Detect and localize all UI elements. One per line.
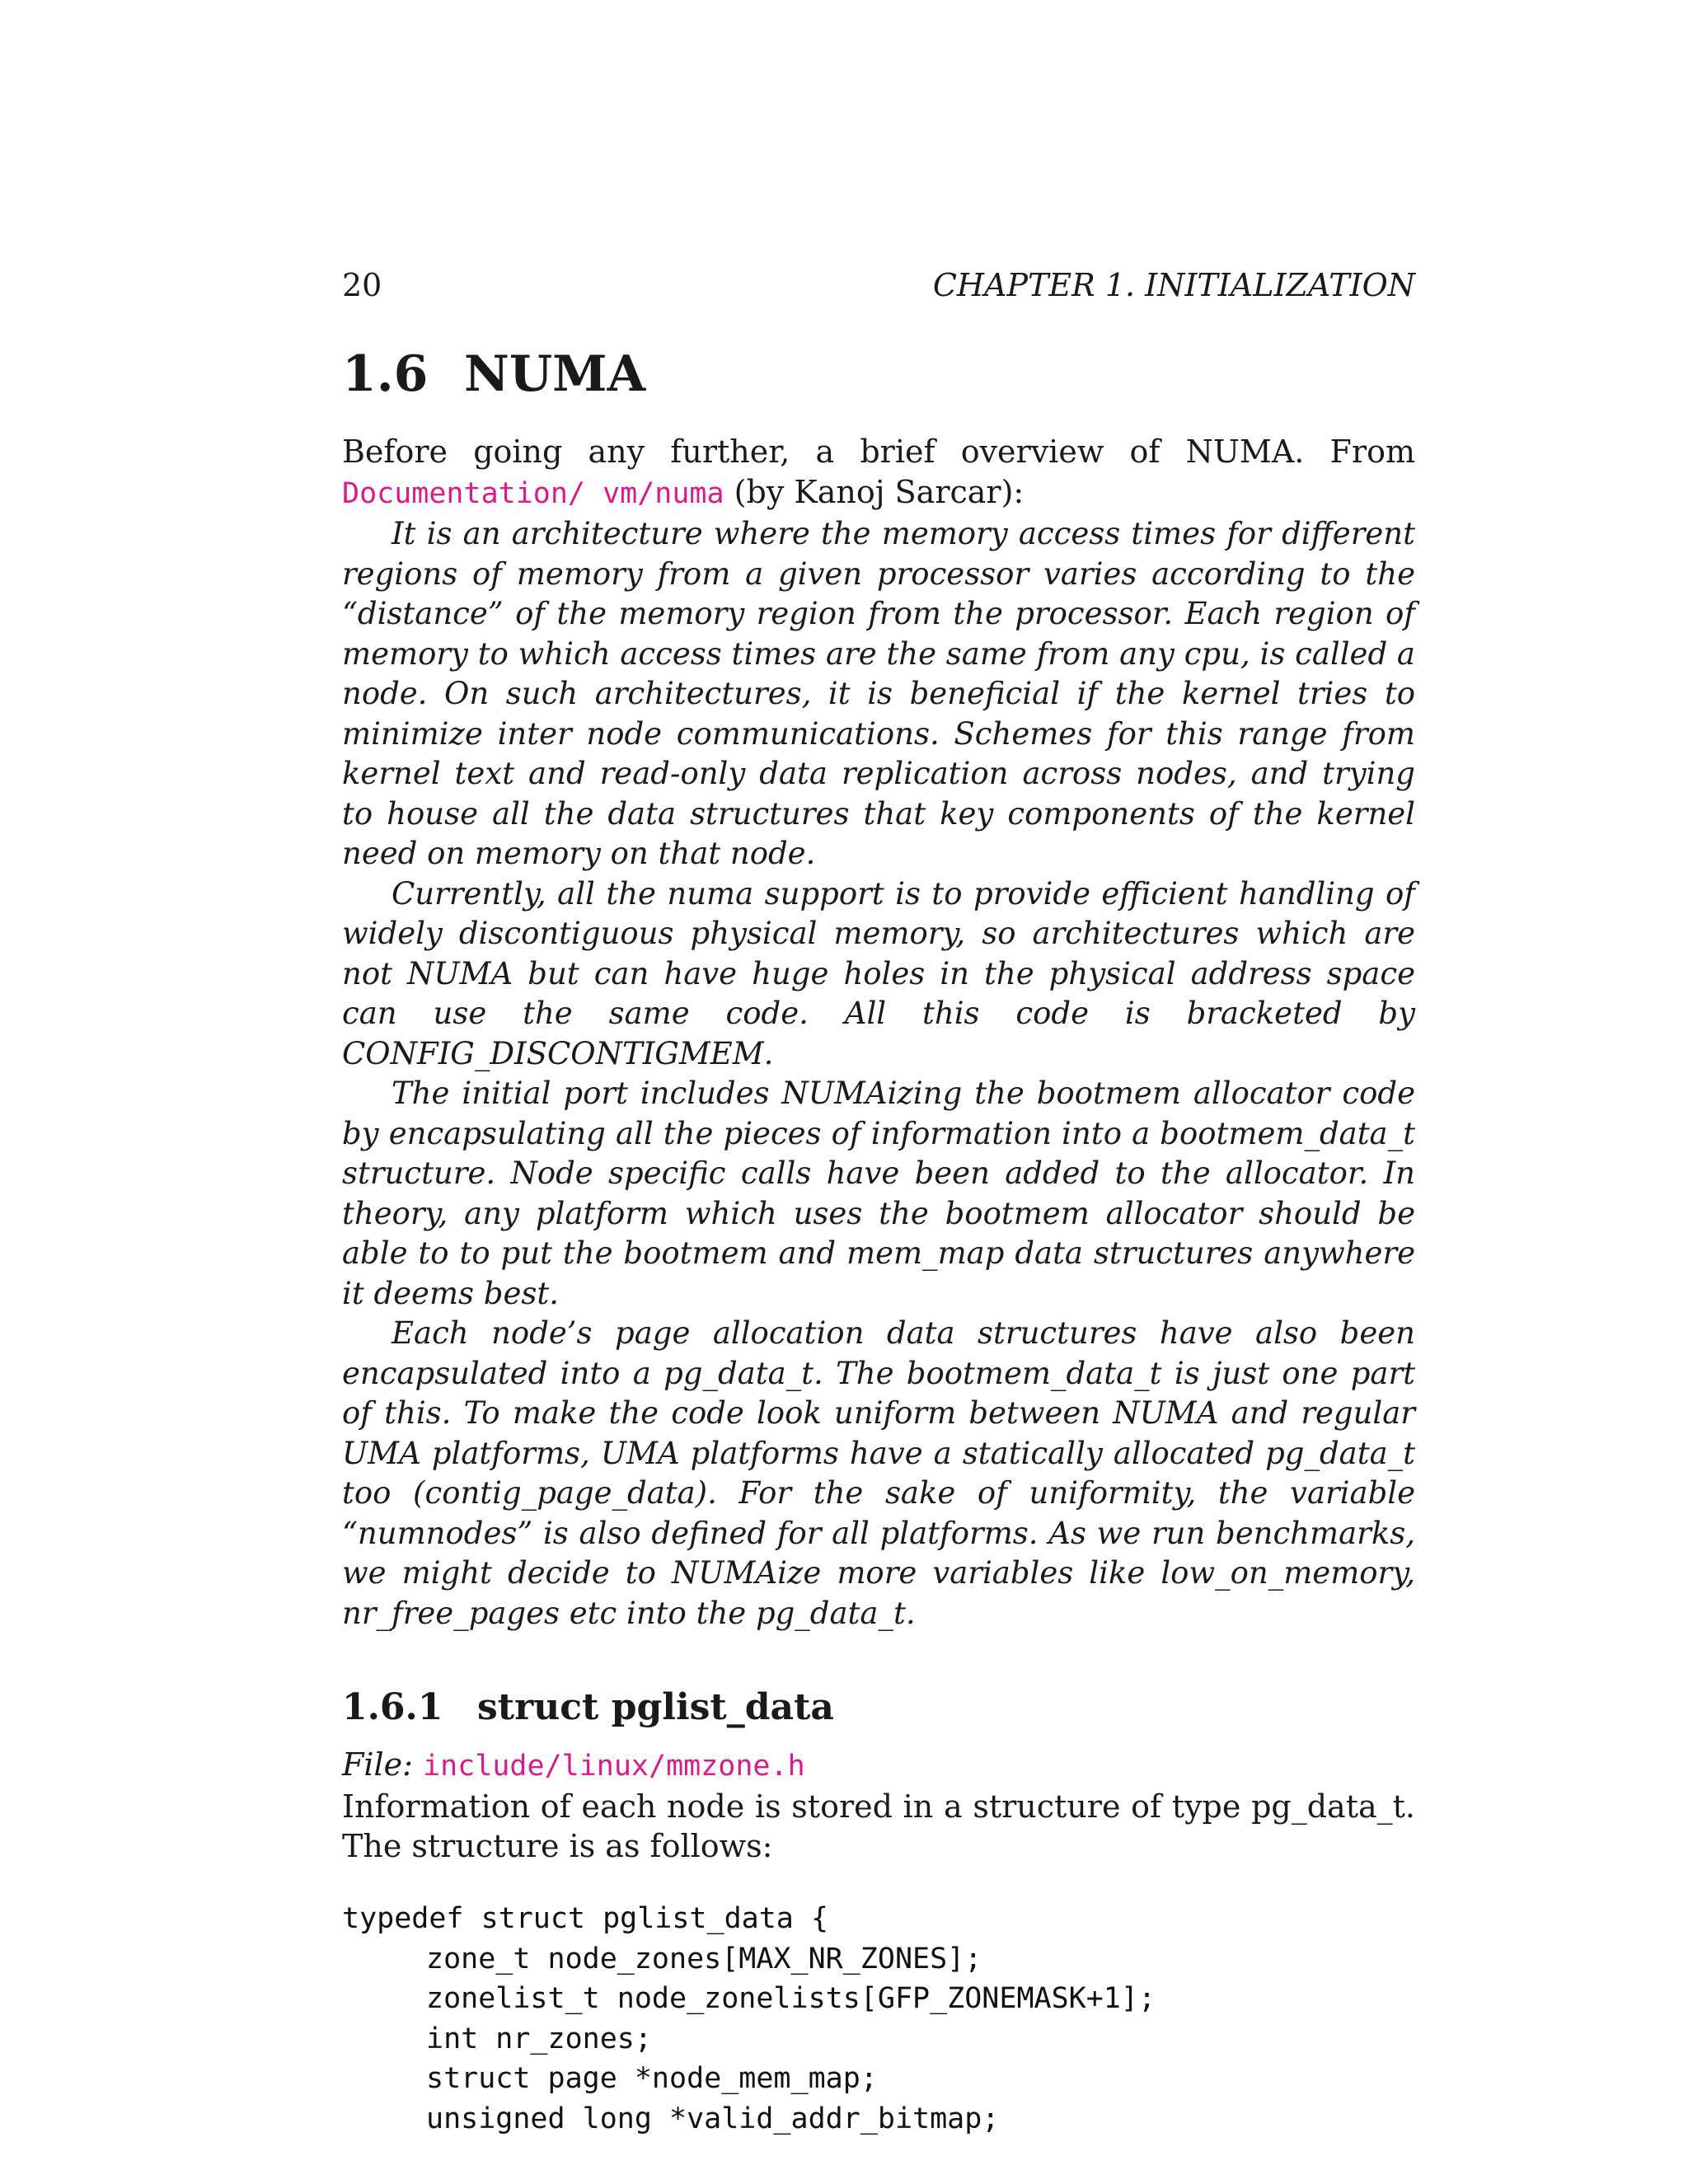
subsection-name: struct pglist_data <box>477 1686 834 1728</box>
code-line: int nr_zones; <box>426 2022 652 2055</box>
code-line: struct page *node_mem_map; <box>426 2062 878 2095</box>
document-page <box>342 262 1415 2139</box>
numa-quote <box>342 514 1415 1633</box>
file-path-link[interactable]: include/linux/mmzone.h <box>423 1750 805 1783</box>
file-reference <box>342 1744 1415 1787</box>
quote-paragraph: The initial port includes NUMAizing the bootmem allocator code by encapsulating all the pieces of information into a bootmem_data_t structure. Node specific calls have been added to the allocator. In theory, any platform which uses the bootmem allocator should be able to to put the bootmem and mem_map data structures anywhere it deems best. <box>342 1076 1415 1311</box>
code-line: typedef struct pglist_data { <box>342 1902 829 1935</box>
code-line: zonelist_t node_zonelists[GFP_ZONEMASK+1]; <box>426 1982 1156 2015</box>
code-line: unsigned long *valid_addr_bitmap; <box>426 2102 1000 2135</box>
intro-paragraph <box>342 432 1415 514</box>
intro-text-before: Before going any further, a brief overview of NUMA. From <box>342 434 1415 470</box>
chapter-heading: CHAPTER 1. INITIALIZATION <box>932 267 1415 303</box>
section-name: NUMA <box>464 345 646 403</box>
running-header <box>342 262 1415 308</box>
file-label: File: <box>342 1746 413 1783</box>
quote-paragraph: Each node’s page allocation data structures have also been encapsulated into a pg_data_t. The bootmem_data_t is just one part of this. To make the code look uniform between NUMA and regular UMA platforms, UMA platforms have a statically allocated pg_data_t too (contig_page_data). For the sake of uniformity, the variable “numnodes” is also defined for all platforms. As we run benchmarks, we might decide to NUMAize more variables like low_on_memory, nr_free_pages etc into the pg_data_t. <box>342 1315 1415 1631</box>
subsection-number: 1.6.1 <box>342 1686 443 1728</box>
page-number: 20 <box>342 267 382 303</box>
documentation-link[interactable]: Documentation/ vm/numa <box>342 477 724 510</box>
quote-paragraph: It is an architecture where the memory access times for different regions of memory from a given processor varies according to the “distance” of the memory region from the processor. Each region of memory to which access times are the same from any cpu, is called a node. On such architectures, it is beneficial if the kernel tries to minimize inter node communications. Schemes for this range from kernel text and read-only data replication across nodes, and trying to house all the data structures that key components of the kernel need on memory on that node. <box>342 516 1415 871</box>
section-title <box>342 341 1415 407</box>
quote-paragraph: Currently, all the numa support is to provide efficient handling of widely discontiguous physical memory, so architectures which are not NUMA but can have huge holes in the physical address space can use the same code. All this code is bracketed by CONFIG_DISCONTIGMEM. <box>342 875 1415 1071</box>
intro-text-after: (by Kanoj Sarcar): <box>724 474 1025 510</box>
section-number: 1.6 <box>342 345 429 403</box>
code-block <box>342 1899 1415 2139</box>
code-line: zone_t node_zones[MAX_NR_ZONES]; <box>426 1942 982 1975</box>
structure-description: Information of each node is stored in a structure of type pg_data_t. The structure is as follows: <box>342 1788 1415 1864</box>
subsection-title <box>342 1683 1415 1732</box>
